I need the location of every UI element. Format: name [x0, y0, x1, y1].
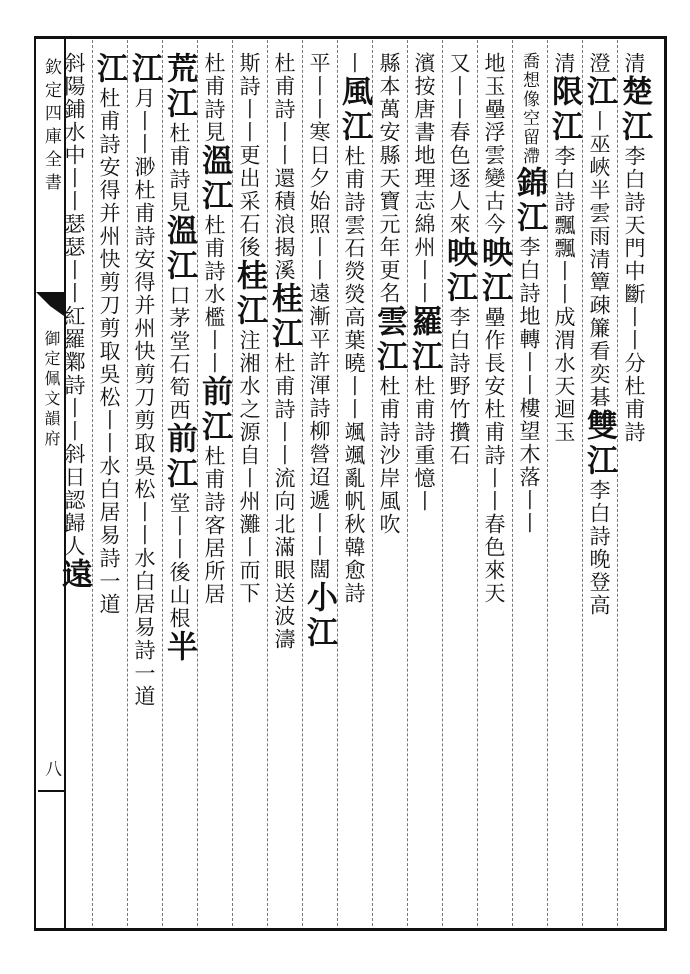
headword: 雲江	[371, 305, 407, 375]
entry-text: 月丨丨渺	[132, 87, 156, 179]
text-column	[546, 52, 582, 444]
text-column	[336, 52, 372, 605]
entry-text: 斜陽鋪水中丨丨瑟瑟丨丨紅羅鄴詩丨丨斜日認歸人	[62, 52, 86, 558]
headword: 溫江	[196, 144, 232, 214]
column-divider	[337, 40, 339, 926]
column-divider	[407, 40, 409, 926]
column-divider	[162, 40, 164, 926]
entry-text: 杜甫詩沙岸風吹	[377, 375, 401, 536]
text-column	[266, 52, 302, 651]
text-column	[301, 52, 337, 651]
entry-text: 丨巫峽半雲雨清簟疎簾看奕碁	[587, 110, 611, 409]
headword: 羅江	[406, 305, 442, 375]
headword: 江	[126, 52, 162, 87]
headword: 桂江	[266, 282, 302, 352]
spine-page-number: 八	[41, 760, 61, 783]
entry-text: 李白詩飄飄丨丨成渭水天迴玉	[552, 145, 576, 444]
annotation-text: 喬想像空留滯	[519, 52, 539, 166]
entry-text: 平丨丨寒日夕始照丨丨遠漸平許渾詩柳營迢遞丨丨闊	[307, 52, 331, 581]
headword: 半	[161, 630, 197, 665]
entry-text: 澄	[587, 52, 611, 75]
headword: 溫江	[161, 214, 197, 284]
entry-text: 李白詩晚登高	[587, 479, 611, 617]
column-divider	[92, 40, 94, 926]
frame-right-rule	[664, 36, 667, 931]
column-divider	[442, 40, 444, 926]
entry-text: 又丨丨春色逐人來	[447, 52, 471, 236]
column-divider	[302, 40, 304, 926]
entry-text: 杜甫詩重憶丨	[412, 375, 436, 513]
headword: 錦江	[511, 166, 547, 236]
entry-text: 杜甫詩客居所居	[202, 445, 226, 606]
entry-text: 口茅堂石筍西	[167, 284, 191, 422]
column-divider	[127, 40, 129, 926]
headword: 遠	[56, 558, 92, 593]
text-column	[56, 52, 92, 593]
headword: 限江	[546, 75, 582, 145]
text-column	[231, 52, 267, 605]
text-column	[91, 52, 127, 616]
entry-text: 杜甫詩安得并州快剪刀剪取吳松丨丨水白居易詩一道	[97, 87, 121, 616]
headword: 映江	[476, 236, 512, 306]
headword: 雙江	[581, 409, 617, 479]
entry-text: 壘作長安杜甫詩丨丨春色來天	[482, 306, 506, 605]
text-column	[406, 52, 442, 513]
text-column	[161, 52, 197, 665]
entry-text: 杜甫詩安得并州快剪刀剪取吳松丨丨水白居易詩一道	[132, 179, 156, 708]
entry-text: 杜甫詩見	[167, 122, 191, 214]
headword: 楚江	[616, 75, 652, 145]
text-column	[371, 52, 407, 536]
entry-text: 地玉壘浮雲變古今	[482, 52, 506, 236]
headword: 前江	[161, 422, 197, 492]
text-column	[441, 52, 477, 467]
headword: 荒江	[161, 52, 197, 122]
entry-text: 李白詩地轉丨丨樓望木落丨丨	[517, 236, 541, 535]
headword: 小江	[301, 581, 337, 651]
text-column	[616, 52, 652, 444]
text-column	[196, 52, 232, 606]
column-divider	[267, 40, 269, 926]
column-divider	[582, 40, 584, 926]
entry-text: 注湘水之源自丨州灘丨而下	[237, 329, 261, 605]
entry-text: 堂丨丨後山根	[167, 492, 191, 630]
spine-book-title: 御定佩文韻府	[42, 330, 61, 450]
entry-text: 李白詩野竹攢石	[447, 306, 471, 467]
entry-text: 杜甫詩丨丨流向北滿眼送波濤	[272, 352, 296, 651]
text-column	[126, 52, 162, 708]
text-column	[511, 52, 547, 535]
entry-text: 丨	[342, 52, 366, 75]
spine-page-rule	[38, 790, 64, 792]
headword: 前江	[196, 375, 232, 445]
text-column	[581, 52, 617, 617]
headword: 江	[581, 75, 617, 110]
headword: 映江	[441, 236, 477, 306]
column-divider	[372, 40, 374, 926]
headword: 江	[91, 52, 127, 87]
text-column	[476, 52, 512, 605]
frame-bottom-rule	[34, 928, 666, 931]
column-divider	[617, 40, 619, 926]
entry-text: 濱按唐書地理志綿州丨丨	[412, 52, 436, 305]
entry-text: 杜甫詩水檻丨丨	[202, 214, 226, 375]
column-divider	[477, 40, 479, 926]
entry-text: 杜甫詩見	[202, 52, 226, 144]
spine-title: 欽定四庫全書	[41, 58, 61, 196]
frame-left-rule	[34, 36, 36, 931]
entry-text: 斯詩丨丨更出采石後	[237, 52, 261, 259]
entry-text: 清	[552, 52, 576, 75]
entry-text: 李白詩天門中斷丨丨分杜甫詩	[622, 145, 646, 444]
entry-text: 杜甫詩丨丨還積浪揭溪	[272, 52, 296, 282]
column-divider	[512, 40, 514, 926]
entry-text: 清	[622, 52, 646, 75]
frame-top-rule	[34, 36, 666, 39]
entry-text: 縣本萬安縣天寶元年更名	[377, 52, 401, 305]
entry-text: 杜甫詩雲石熒熒高葉曉丨丨颯颯亂帆秋韓愈詩	[342, 145, 366, 605]
headword: 風江	[336, 75, 372, 145]
headword: 桂江	[231, 259, 267, 329]
